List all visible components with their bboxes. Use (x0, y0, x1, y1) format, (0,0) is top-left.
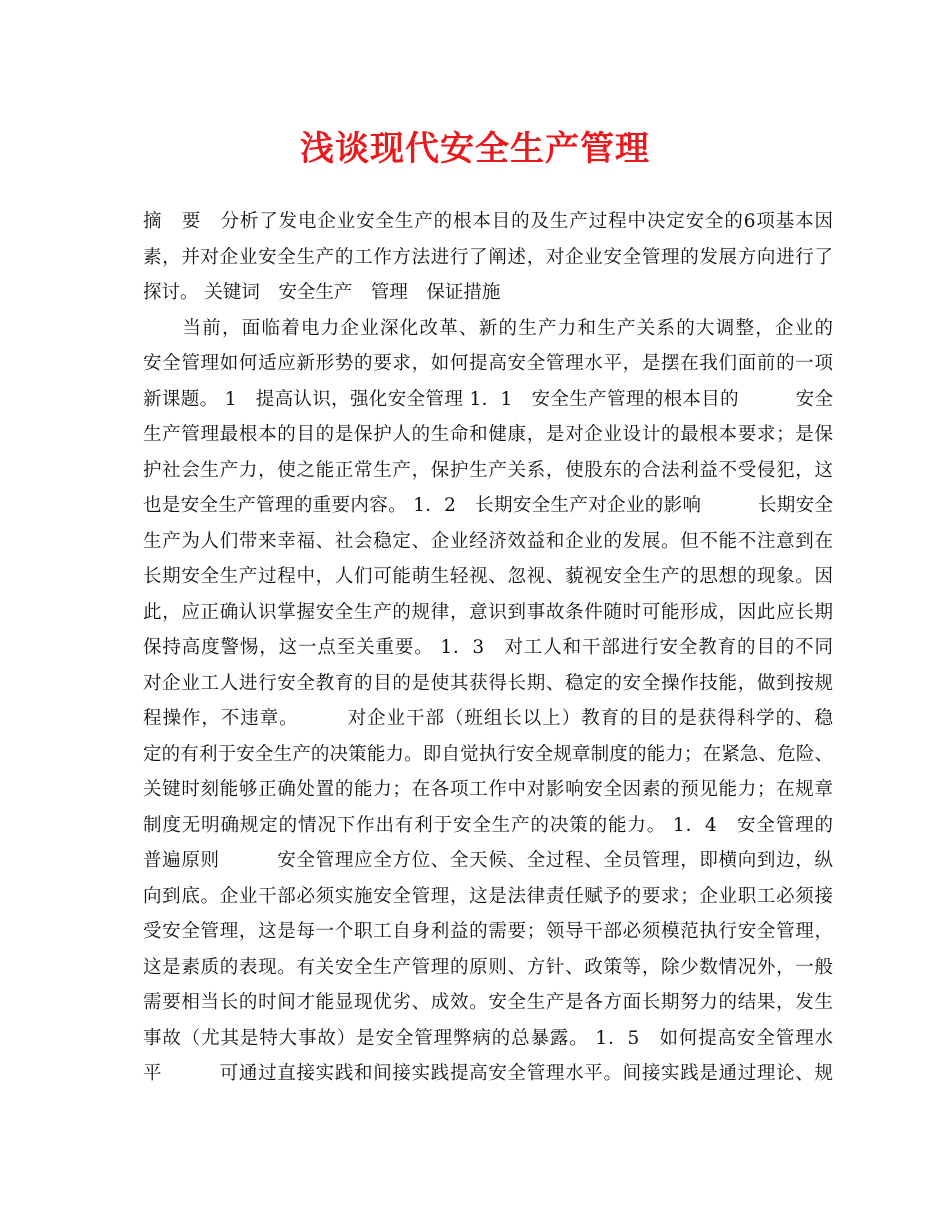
body-line: 平 可通过直接实践和间接实践提高安全管理水平。间接实践是通过理论、规 (143, 1063, 833, 1084)
body-line: 这是素质的表现。有关安全生产管理的原则、方针、政策等，除少数情况外，一般 (143, 956, 833, 978)
body-line: 关键时刻能够正确处置的能力；在各项工作中对影响安全因素的预见能力；在规章 (143, 779, 833, 800)
body-line: 此，应正确认识掌握安全生产的规律，意识到事故条件随时可能形成，因此应长期 (143, 601, 833, 623)
body-line: 探讨。 关键词 安全生产 管理 保证措施 (143, 282, 501, 303)
body-line: 当前，面临着电力企业深化改革、新的生产力和生产关系的大调整，企业的 (143, 317, 833, 339)
document-title: 浅谈现代安全生产管理 (300, 129, 650, 169)
body-line: 护社会生产力，使之能正常生产，保护生产关系，使股东的合法利益不受侵犯，这 (143, 459, 833, 481)
body-line: 也是安全生产管理的重要内容。 1．2 长期安全生产对企业的影响 长期安全 (143, 495, 833, 516)
body-line: 摘 要 分析了发电企业安全生产的根本目的及生产过程中决定安全的6项基本因 (143, 211, 833, 232)
body-line: 制度无明确规定的情况下作出有利于安全生产的决策的能力。 1．4 安全管理的 (143, 814, 833, 836)
body-line: 受安全管理，这是每一个职工自身利益的需要；领导干部必须模范执行安全管理， (143, 921, 833, 942)
body-line: 生产为人们带来幸福、社会稳定、企业经济效益和企业的发展。但不能不注意到在 (143, 530, 833, 552)
body-line: 生产管理最根本的目的是保护人的生命和健康，是对企业设计的最根本要求；是保 (143, 424, 833, 445)
body-line: 普遍原则 安全管理应全方位、全天候、全过程、全员管理，即横向到边，纵 (143, 850, 833, 871)
body-line: 定的有利于安全生产的决策能力。即自觉执行安全规章制度的能力；在紧急、危险、 (143, 743, 833, 765)
body-line: 新课题。 1 提高认识，强化安全管理 1．1 安全生产管理的根本目的 安全 (143, 388, 833, 410)
body-line: 素，并对企业安全生产的工作方法进行了阐述，对企业安全管理的发展方向进行了 (143, 246, 833, 268)
body-line: 事故（尤其是特大事故）是安全管理弊病的总暴露。 1．5 如何提高安全管理水 (143, 1027, 833, 1049)
body-line: 对企业工人进行安全教育的目的是使其获得长期、稳定的安全操作技能，做到按规 (143, 672, 833, 694)
body-line: 安全管理如何适应新形势的要求，如何提高安全管理水平，是摆在我们面前的一项 (143, 353, 833, 374)
body-line: 程操作，不违章。 对企业干部（班组长以上）教育的目的是获得科学的、稳 (143, 708, 833, 729)
document-body (143, 204, 833, 1092)
body-line: 需要相当长的时间才能显现优劣、成效。安全生产是各方面长期努力的结果，发生 (143, 992, 833, 1013)
body-line: 保持高度警惕，这一点至关重要。 1．3 对工人和干部进行安全教育的目的不同 (143, 637, 833, 658)
body-line: 向到底。企业干部必须实施安全管理，这是法律责任赋予的要求；企业职工必须接 (143, 885, 833, 907)
body-line: 长期安全生产过程中，人们可能萌生轻视、忽视、藐视安全生产的思想的现象。因 (143, 566, 833, 587)
